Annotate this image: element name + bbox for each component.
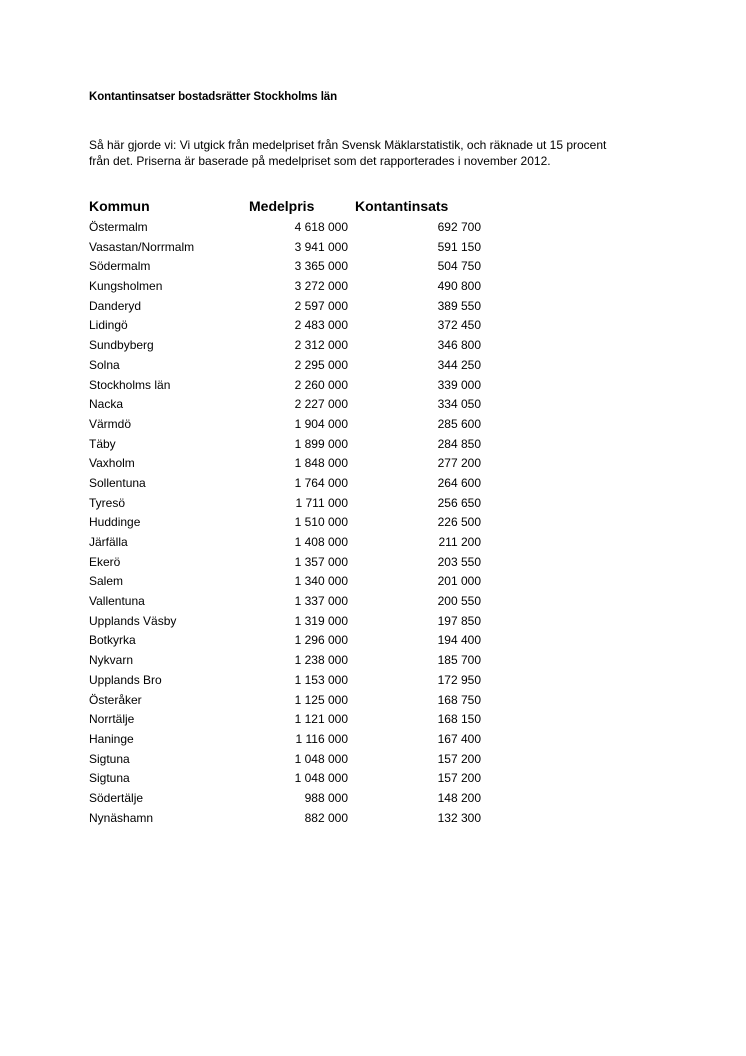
table-row — [89, 750, 509, 770]
table-row — [89, 218, 509, 238]
cell-kommun: Stockholms län — [89, 377, 171, 392]
cell-kommun: Upplands Väsby — [89, 613, 177, 628]
cell-medelpris: 4 618 000 — [294, 220, 348, 234]
table-row — [89, 769, 509, 789]
cell-kommun: Huddinge — [89, 515, 141, 530]
cell-kontantinsats: 226 500 — [437, 515, 481, 530]
cell-kommun: Österåker — [89, 692, 142, 707]
cell-medelpris: 1 711 000 — [295, 495, 348, 510]
cell-kontantinsats: 194 400 — [437, 633, 481, 648]
cell-kontantinsats: 277 200 — [437, 456, 481, 471]
table-row — [89, 809, 509, 829]
cell-medelpris: 2 312 000 — [294, 338, 348, 353]
cell-kontantinsats: 185 700 — [437, 653, 481, 668]
table-row — [89, 671, 509, 691]
table-row — [89, 336, 509, 356]
cell-kommun: Vaxholm — [89, 456, 135, 471]
cell-kontantinsats: 197 850 — [437, 613, 481, 628]
table-row — [89, 494, 509, 514]
cell-medelpris: 3 941 000 — [294, 239, 348, 254]
intro-line: från det. Priserna är baserade på medelpriset som det rapporterades i november 2012. — [89, 154, 551, 168]
cell-kommun: Tyresö — [89, 495, 126, 510]
cell-kommun: Nacka — [89, 397, 124, 412]
table-row — [89, 356, 509, 376]
table-header-row — [89, 198, 509, 218]
cell-kontantinsats: 692 700 — [437, 220, 481, 234]
cell-medelpris: 1 121 000 — [294, 712, 348, 727]
cell-medelpris: 1 048 000 — [294, 751, 348, 766]
cell-kontantinsats: 211 200 — [438, 535, 481, 549]
cell-kontantinsats: 284 850 — [437, 436, 481, 451]
table-row — [89, 612, 509, 632]
cell-kontantinsats: 167 400 — [437, 731, 481, 746]
cell-kommun: Sundbyberg — [89, 338, 154, 353]
cell-kommun: Nykvarn — [89, 653, 134, 668]
table-row — [89, 454, 509, 474]
cell-kontantinsats: 148 200 — [437, 790, 481, 805]
table-row — [89, 651, 509, 671]
cell-kontantinsats: 344 250 — [437, 357, 481, 372]
table-row — [89, 730, 509, 750]
cell-kontantinsats: 490 800 — [437, 279, 481, 294]
cell-kommun: Botkyrka — [89, 633, 136, 648]
table-row — [89, 376, 509, 396]
cell-medelpris: 1 904 000 — [294, 416, 348, 431]
table-row — [89, 572, 509, 592]
cell-kommun: Vallentuna — [89, 594, 145, 609]
cell-kontantinsats: 264 600 — [437, 475, 481, 490]
cell-kontantinsats: 157 200 — [437, 751, 481, 766]
table-row — [89, 415, 509, 435]
cell-kontantinsats: 203 550 — [437, 554, 481, 569]
cell-medelpris: 3 272 000 — [294, 279, 348, 294]
cell-kommun: Salem — [89, 574, 124, 589]
column-header-kommun: Kommun — [89, 198, 150, 214]
cell-medelpris: 1 296 000 — [294, 633, 348, 648]
cell-kommun: Lidingö — [89, 318, 128, 333]
cell-kommun: Södermalm — [89, 259, 151, 274]
cell-medelpris: 1 153 000 — [294, 672, 348, 687]
price-table — [89, 198, 509, 828]
cell-kommun: Norrtälje — [89, 712, 135, 727]
cell-medelpris: 2 295 000 — [294, 357, 348, 372]
table-row — [89, 691, 509, 711]
cell-kontantinsats: 168 150 — [437, 712, 481, 727]
cell-kontantinsats: 389 550 — [437, 298, 481, 313]
cell-kontantinsats: 339 000 — [437, 377, 481, 392]
column-header-kontantinsats: Kontantinsats — [355, 198, 449, 214]
cell-kommun: Järfälla — [89, 535, 128, 549]
table-body — [89, 218, 509, 828]
cell-medelpris: 882 000 — [304, 810, 348, 825]
cell-kontantinsats: 591 150 — [437, 239, 481, 254]
cell-kontantinsats: 132 300 — [437, 810, 481, 825]
document-title: Kontantinsatser bostadsrätter Stockholms län — [89, 91, 338, 103]
cell-kontantinsats: 200 550 — [437, 594, 481, 609]
cell-medelpris: 1 116 000 — [295, 731, 348, 746]
cell-medelpris: 3 365 000 — [294, 259, 348, 274]
cell-medelpris: 2 597 000 — [294, 298, 348, 313]
cell-kommun: Östermalm — [89, 220, 148, 234]
cell-medelpris: 1 125 000 — [294, 692, 348, 707]
table-row — [89, 238, 509, 258]
cell-kommun: Nynäshamn — [89, 810, 154, 825]
table-row — [89, 710, 509, 730]
table-row — [89, 592, 509, 612]
cell-kontantinsats: 285 600 — [437, 416, 481, 431]
column-header-medelpris: Medelpris — [249, 198, 315, 214]
intro-line: Så här gjorde vi: Vi utgick från medelpriset från Svensk Mäklarstatistik, och räknade ut 15 procent — [89, 138, 607, 152]
cell-medelpris: 2 483 000 — [294, 318, 348, 333]
table-row — [89, 297, 509, 317]
cell-kontantinsats: 346 800 — [437, 338, 481, 353]
cell-kontantinsats: 201 000 — [437, 574, 481, 589]
cell-medelpris: 1 048 000 — [294, 771, 348, 786]
table-row — [89, 631, 509, 651]
cell-kontantinsats: 334 050 — [437, 397, 481, 412]
cell-kontantinsats: 372 450 — [437, 318, 481, 333]
cell-medelpris: 1 510 000 — [294, 515, 348, 530]
cell-medelpris: 988 000 — [304, 790, 348, 805]
table-row — [89, 789, 509, 809]
cell-kommun: Vasastan/Norrmalm — [89, 239, 195, 254]
cell-medelpris: 1 899 000 — [294, 436, 348, 451]
cell-medelpris: 1 319 000 — [294, 613, 348, 628]
cell-kontantinsats: 504 750 — [437, 259, 481, 274]
cell-medelpris: 1 408 000 — [294, 535, 348, 549]
cell-kommun: Värmdö — [89, 416, 132, 431]
cell-kommun: Kungsholmen — [89, 279, 163, 294]
cell-kommun: Upplands Bro — [89, 672, 162, 687]
table-row — [89, 435, 509, 455]
table-row — [89, 257, 509, 277]
cell-kommun: Sollentuna — [89, 475, 146, 490]
table-row — [89, 277, 509, 297]
table-row — [89, 553, 509, 573]
table-row — [89, 533, 509, 553]
cell-kommun: Sigtuna — [89, 751, 130, 766]
cell-medelpris: 2 260 000 — [294, 377, 348, 392]
table-row — [89, 395, 509, 415]
table-row — [89, 316, 509, 336]
cell-kontantinsats: 256 650 — [437, 495, 481, 510]
cell-kommun: Haninge — [89, 731, 134, 746]
cell-kommun: Södertälje — [89, 790, 144, 805]
cell-kommun: Sigtuna — [89, 771, 130, 786]
cell-medelpris: 1 357 000 — [294, 554, 348, 569]
cell-medelpris: 1 337 000 — [294, 594, 348, 609]
cell-medelpris: 1 848 000 — [294, 456, 348, 471]
cell-medelpris: 2 227 000 — [294, 397, 348, 412]
cell-medelpris: 1 340 000 — [294, 574, 348, 589]
table-row — [89, 474, 509, 494]
table-row — [89, 513, 509, 533]
cell-kontantinsats: 157 200 — [437, 771, 481, 786]
cell-kommun: Täby — [89, 436, 116, 451]
cell-kontantinsats: 168 750 — [437, 692, 481, 707]
cell-kommun: Ekerö — [89, 554, 121, 569]
cell-medelpris: 1 764 000 — [294, 475, 348, 490]
cell-kommun: Solna — [89, 357, 120, 372]
cell-kontantinsats: 172 950 — [437, 672, 481, 687]
cell-kommun: Danderyd — [89, 298, 142, 313]
cell-medelpris: 1 238 000 — [294, 653, 348, 668]
intro-paragraph — [89, 137, 689, 169]
